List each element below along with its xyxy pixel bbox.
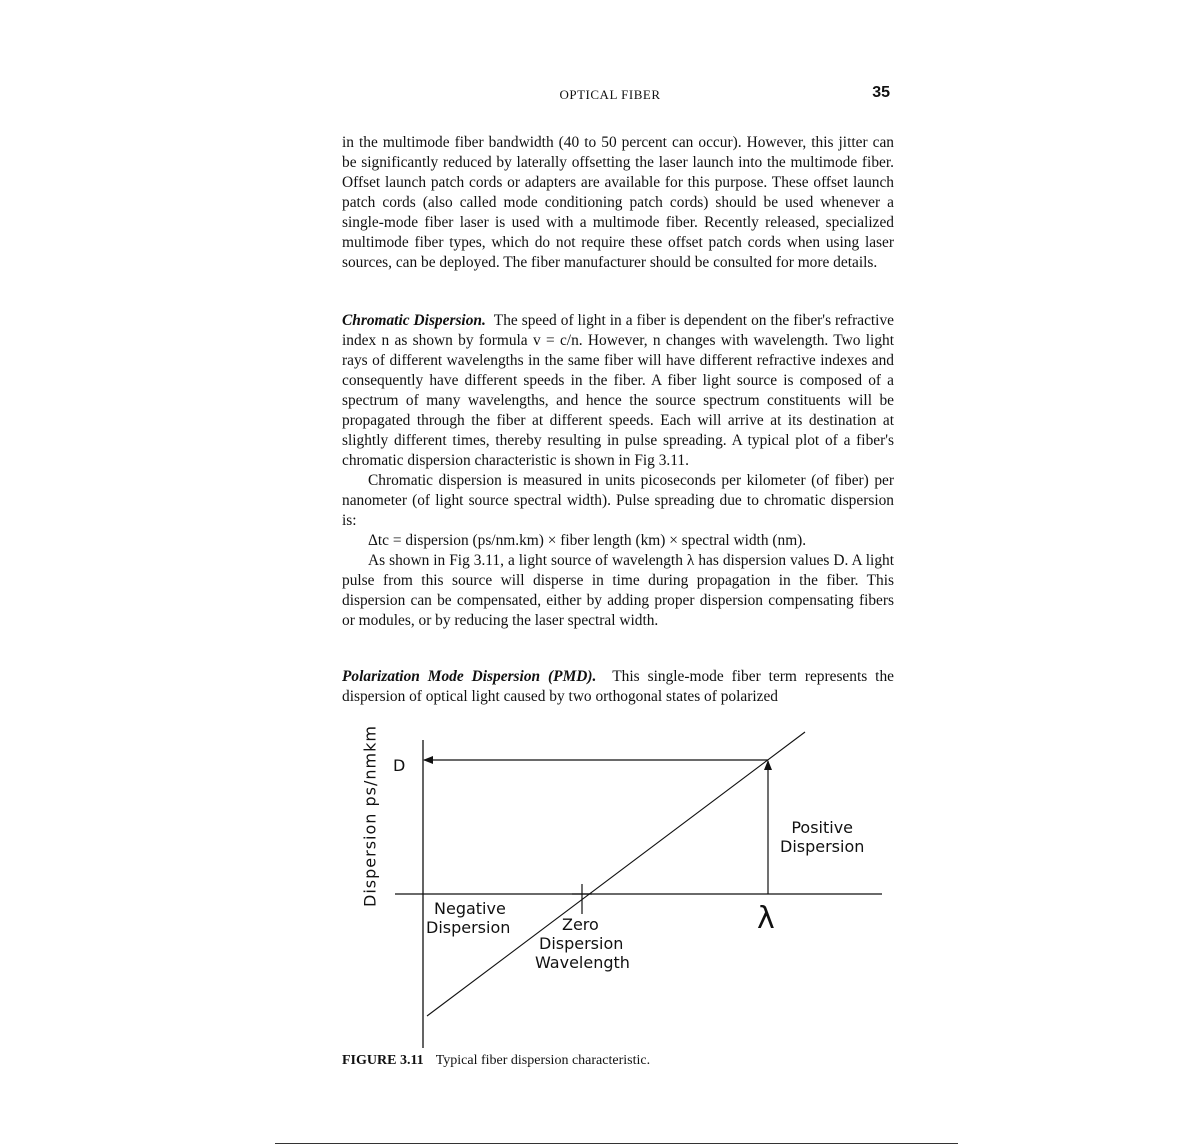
section-pmd [342,667,894,707]
paragraph-compensation: As shown in Fig 3.11, a light source of wavelength λ has dispersion values D. A light pulse from this source will disperse in time during propagation in the fiber. This dispersion can be compensated, either by adding proper dispersion compensating fibers or modules, or by reducing the laser spectral width. [342,552,894,629]
paragraph-units: Chromatic dispersion is measured in units picoseconds per kilometer (of fiber) per nanometer (of light source spectral width). Pulse spreading due to chromatic dispersion is: [342,472,894,529]
running-header-title: OPTICAL FIBER [559,87,661,102]
formula: Δtc = dispersion (ps/nm.km) × fiber length (km) × spectral width (nm). [368,532,807,549]
paragraph-multimode [342,133,894,273]
label-line: Positive [791,818,854,837]
bottom-rule [275,1143,958,1144]
label-line: Dispersion [780,837,865,856]
figure-caption [342,1053,650,1069]
dispersion-diagram [350,728,910,1058]
positive-dispersion-label [780,818,864,856]
lambda-label: λ [757,901,775,936]
y-axis-label: Dispersion ps/nmkm [360,725,380,907]
caption-text: Typical fiber dispersion characteristic. [435,1053,651,1068]
paragraph-text: The speed of light in a fiber is dependent on the fiber's refractive index n as shown by formula v = c/n. However, n changes with wavelength. Two light rays of different wavelengths in the same fiber will have different refractive indexes and consequently have different speeds in the fiber. A fiber light source is composed of a spectrum of many wavelengths, and hence the source spectrum constituents will be propagated through the fiber at different speeds. Each will arrive at its destination at slightly different times, thereby resulting in pulse spreading. A typical plot of a fiber's chromatic dispersion characteristic is shown in Fig 3.11. [342,312,894,469]
section-chromatic-dispersion [342,311,894,631]
label-line: Dispersion [426,918,511,937]
zero-dispersion-wavelength-label [535,915,630,972]
label-line: Zero [562,915,599,934]
heading-chromatic-dispersion: Chromatic Dispersion. [342,312,486,329]
negative-dispersion-label [426,899,510,937]
dispersion-figure [350,725,910,1058]
dispersion-curve [427,732,805,1016]
heading-pmd: Polarization Mode Dispersion (PMD). [342,668,597,685]
paragraph-chromatic [342,311,894,471]
label-line: Dispersion [539,934,624,953]
d-label: D [393,756,406,775]
figure-number: FIGURE 3.11 [342,1053,424,1068]
paragraph-pmd [342,667,894,707]
label-line: Wavelength [535,953,630,972]
paragraph-text: This single-mode fiber term represents the dispersion of optical light caused by two orthogonal states of polarized [342,668,894,705]
page-number: 35 [872,84,890,101]
paragraph-text: in the multimode fiber bandwidth (40 to 50 percent can occur). However, this jitter can be significantly reduced by laterally offsetting the laser launch into the multimode fiber. Offset launch patch cords or adapters are available for this purpose. These offset launch patch cords (also called mode conditioning patch cords) should be used whenever a single-mode fiber laser is used with a multimode fiber. Recently released, specialized multimode fiber types, which do not require these offset patch cords when using laser sources, can be deployed. The fiber manufacturer should be consulted for more details. [342,134,894,271]
label-line: Negative [434,899,506,918]
